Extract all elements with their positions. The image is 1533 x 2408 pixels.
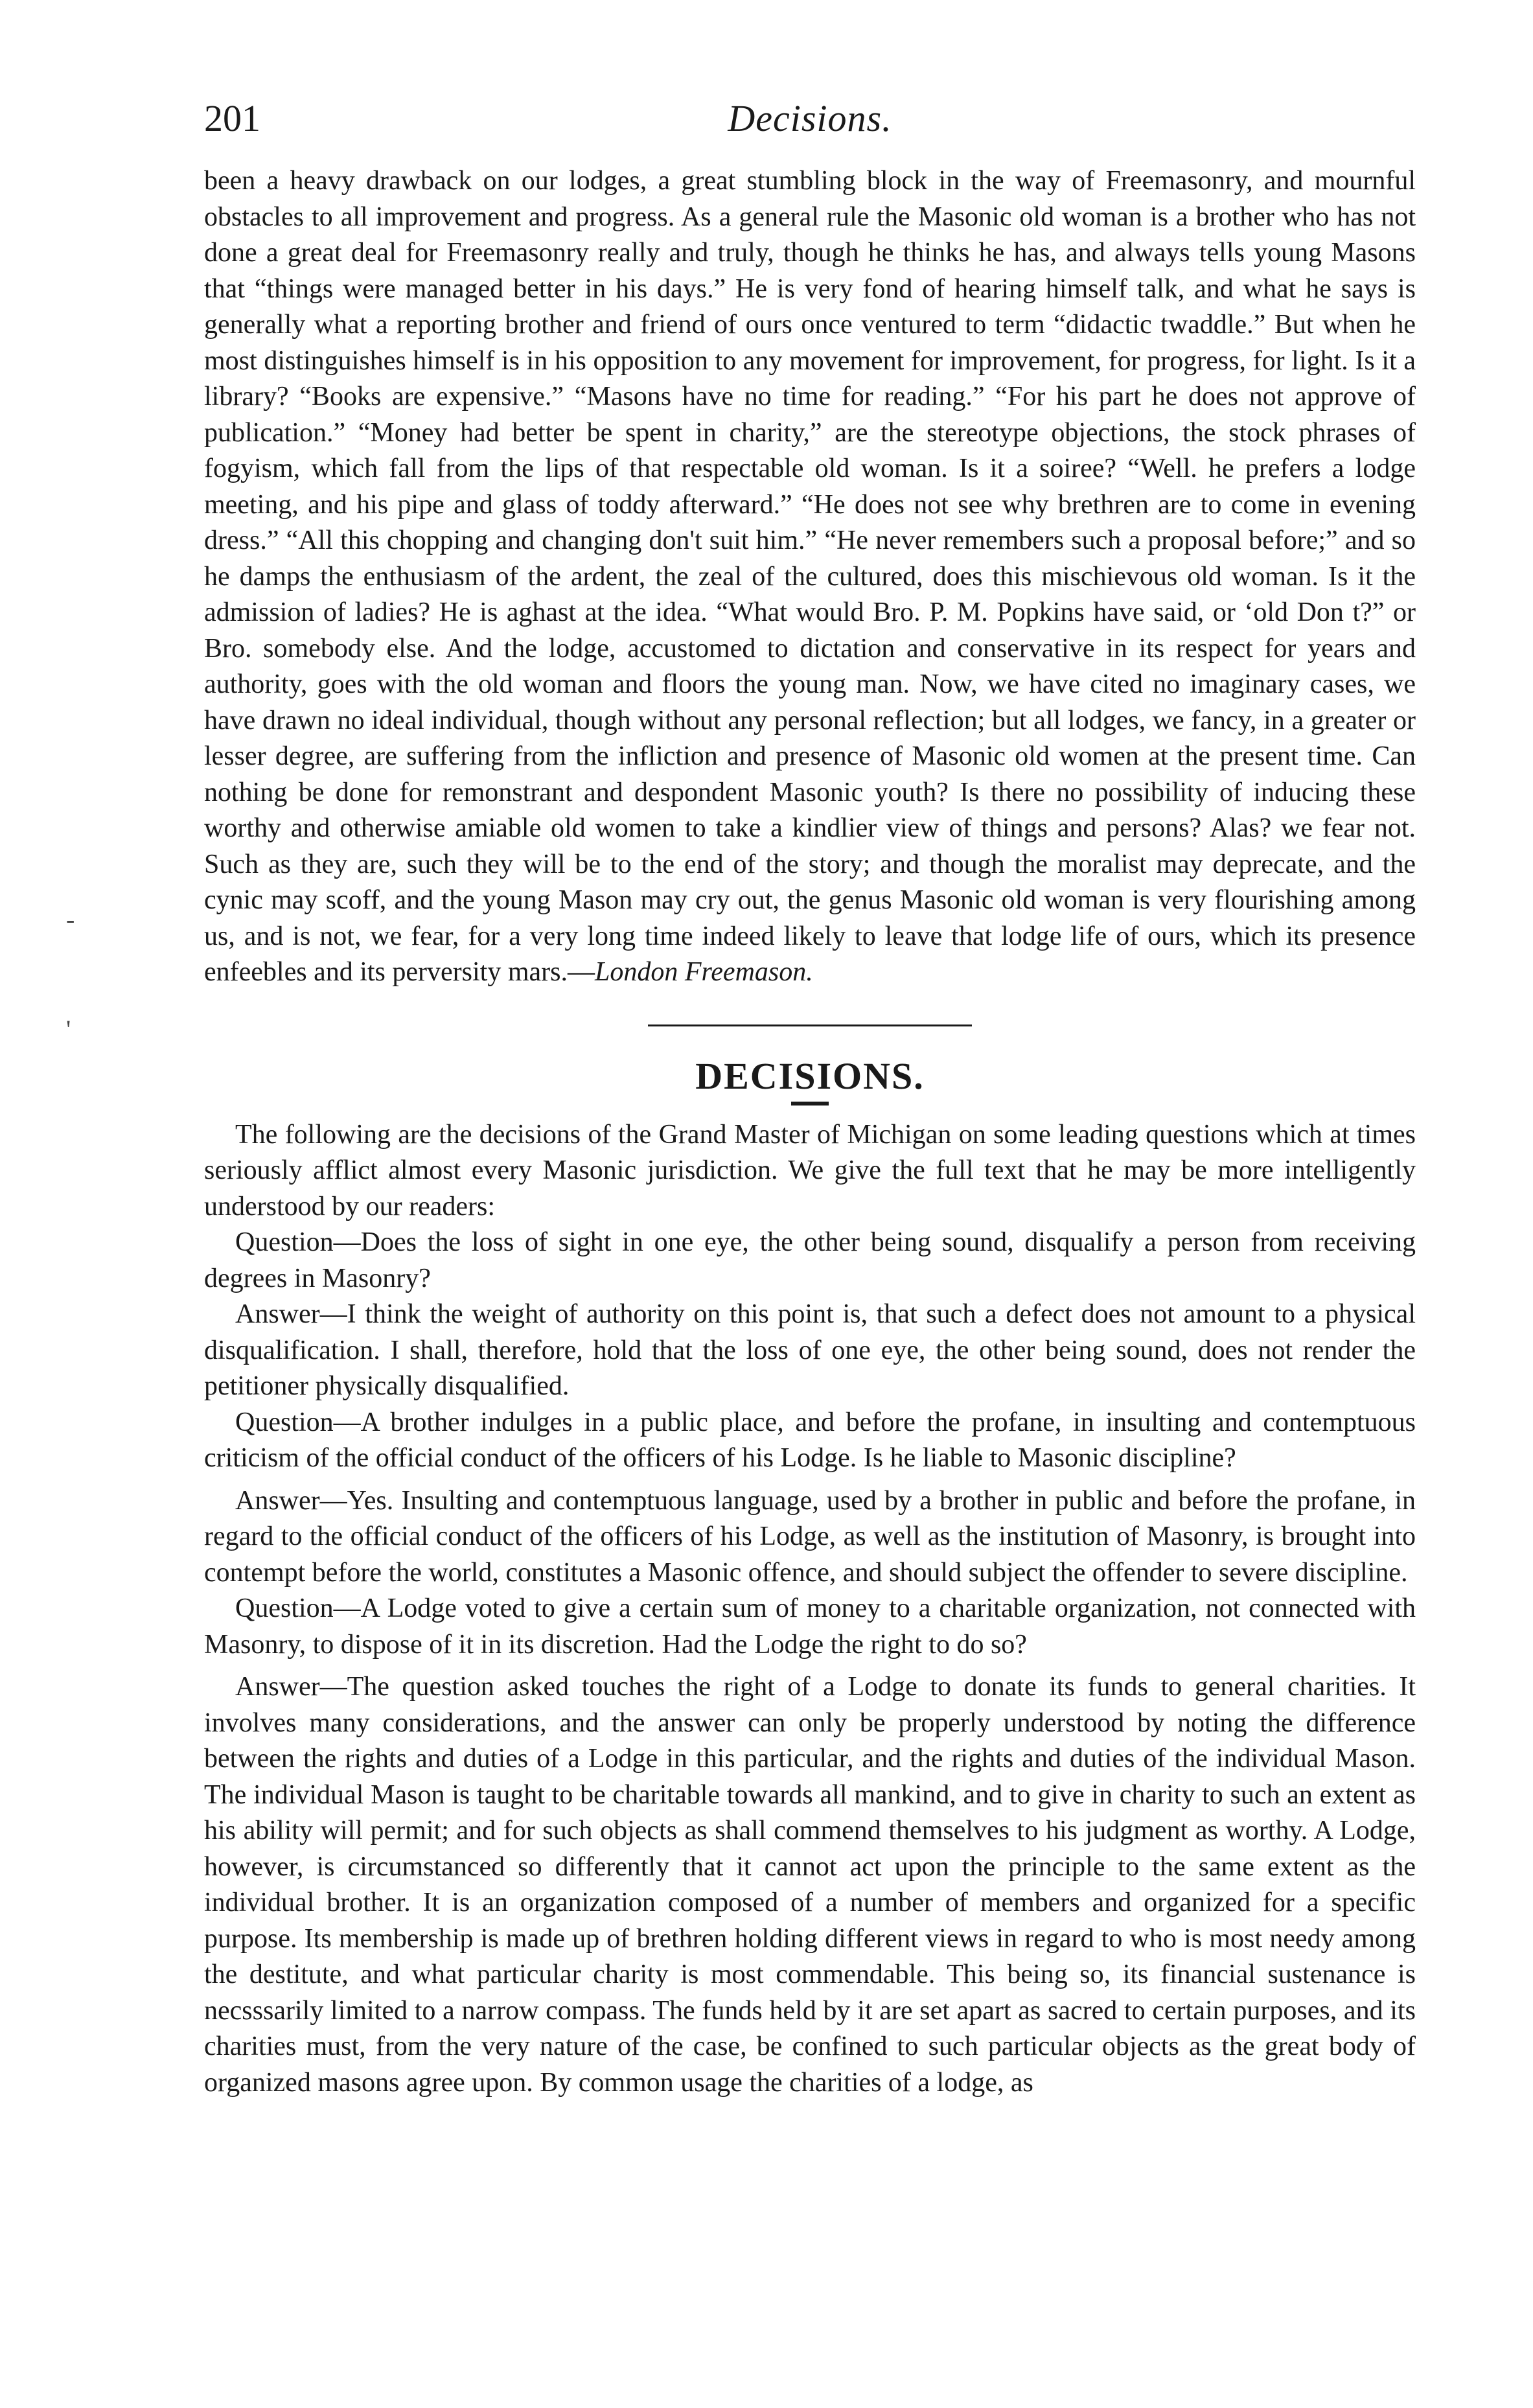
continued-paragraph (204, 163, 1416, 991)
margin-mark: - (66, 905, 75, 934)
article-body (204, 163, 1416, 2101)
section-lead: The following are the decisions of the Grand Master of Michigan on some leading questions which at times seriously afflict almost every Masonic jurisdiction. We give the full text that he may be more intelligently understood by our readers: (204, 1119, 1416, 1221)
answer-paragraph: Answer—I think the weight of authority on this point is, that such a defect does not amount to a physical disqualification. I shall, therefore, hold that the loss of one eye, the other being sound, does not render the petitioner physically disqualified. (204, 1299, 1416, 1401)
section-title: DECISIONS. (695, 1054, 925, 1097)
paragraph-text: been a heavy drawback on our lodges, a great stumbling block in the way of Freemasonry, and mournful obstacles to all improvement and progress. As a general rule the Masonic old woman is a brother who has not done a great deal for Freemasonry really and truly, though he thinks he has, and always tells young Masons that “things were managed better in his days.” He is very fond of hearing himself talk, and what he says is generally what a reporting brother and friend of ours once ventured to term “didactic twaddle.” But when he most distinguishes himself is in his opposition to any movement for improvement, for progress, for light. Is it a library? “Books are expensive.” “Masons have no time for reading.” “For his part he does not approve of publication.” “Money had better be spent in charity,” are the stereotype objections, the stock phrases of fogyism, which fall from the lips of that respectable old woman. Is it a soiree? “Well. he prefers a lodge meeting, and his pipe and glass of toddy afterward.” “He does not see why brethren are to come in evening dress.” “All this chopping and changing don't suit him.” “He never remembers such a proposal before;” and so he damps the enthusiasm of the ardent, the zeal of the cultured, does this mischievous old woman. Is it the admission of ladies? He is aghast at the idea. “What would Bro. P. M. Popkins have said, or ‘old Don t?” or Bro. somebody else. And the lodge, accustomed to dictation and conservative in its respect for years and authority, goes with the old woman and floors the young man. Now, we have cited no imaginary cases, we have drawn no ideal individual, though without any personal reflection; but all lodges, we fancy, in a greater or lesser degree, are suffering from the infliction and presence of Masonic old women at the present time. Can nothing be done for remonstrant and despondent Masonic youth? Is there no possibility of inducing these worthy and otherwise amiable old women to take a kindlier view of things and persons? Alas? we fear not. Such as they are, such they will be to the end of the story; and though the moralist may deprecate, and the cynic may scoff, and the young Mason may cry out, the genus Masonic old woman is very flourishing among us, and is not, we fear, for a very long time indeed likely to leave that lodge life of ours, which its presence enfeebles and its perversity mars.— (204, 166, 1416, 987)
margin-mark: ' (66, 1015, 71, 1044)
running-title: Decisions. (728, 97, 892, 139)
answer-paragraph: Answer—Yes. Insulting and contemptuous language, used by a brother in public and before the profane, in regard to the official conduct of the officers of his Lodge, as well as the institution of Masonry, is brought into contempt before the world, constitutes a Masonic offence, and should subject the offender to severe discipline. (204, 1485, 1416, 1588)
section-divider (648, 1025, 972, 1026)
question-paragraph: Question—Does the loss of sight in one eye, the other being sound, disqualify a person from receiving degrees in Masonry? (204, 1227, 1416, 1293)
question-paragraph: Question—A Lodge voted to give a certain sum of money to a charitable organization, not connected with Masonry, to dispose of it in its discretion. Had the Lodge the right to do so? (204, 1593, 1416, 1660)
page-header (204, 96, 1416, 141)
question-paragraph: Question—A brother indulges in a public place, and before the profane, in insulting and contemptuous criticism of the official conduct of the officers of his Lodge. Is he liable to Masonic discipline? (204, 1407, 1416, 1473)
source-citation: London Freemason. (594, 957, 813, 987)
title-underline (791, 1102, 829, 1106)
page-number: 201 (204, 97, 260, 139)
answer-paragraph: Answer—The question asked touches the right of a Lodge to donate its funds to general charities. It involves many considerations, and the answer can only be properly understood by noting the difference between the rights and duties of a Lodge in this particular, and the rights and duties of the individual Mason. The individual Mason is taught to be charitable towards all mankind, and to give in charity to such an extent as his ability will permit; and for such objects as shall commend themselves to his judgment as worthy. A Lodge, however, is circumstanced so differently that it cannot act upon the principle to the same extent as the individual brother. It is an organization composed of a number of members and organized for a specific purpose. Its membership is made up of brethren holding different views in regard to who is most needy among the destitute, and what particular charity is most commendable. This being so, its financial sustenance is necsssarily limited to a narrow compass. The funds held by it are set apart as sacred to certain purposes, and its charities must, from the very nature of the case, be confined to such particular objects as the great body of organized masons agree upon. By common usage the charities of a lodge, as (204, 1672, 1416, 2098)
